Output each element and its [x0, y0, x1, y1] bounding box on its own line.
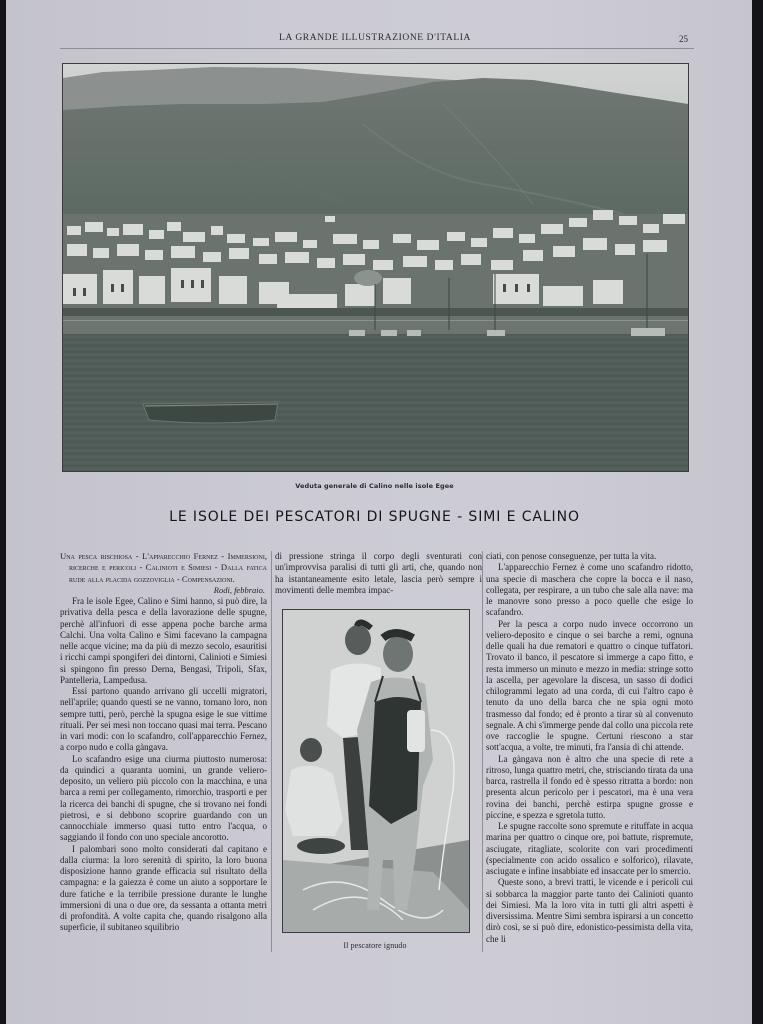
paragraph: Essi partono quando arrivano gli uccelli migratori, nell'aprile; quando questi se ne vanno, tornano loro, non sempre tutti, però, perchè la spugna esige le sue vittime rituali. Per sei mesi non toccano quasi mai terra. Pescano in vari modi: con lo scafandro, coll'apparecchio Fernez, a corpo nudo e colla gàngava. [60, 686, 267, 753]
article-column-3 [486, 551, 693, 945]
paragraph: Fra le isole Egee, Calino e Simi hanno, si può dire, la privativa della pesca e della lavorazione delle spugne, perchè all'infuori di esse appena poche barche arma Calchi. Una volta Calino e Simi facevano la campagna nelle acque vicine; ma da più di mezzo secolo, esauritisi i ricchi campi spongiferi dei dintorni, Calinioti e Simiesi si spingono fin presso Derna, Bengasi, Tripoli, Sfax, Pantelleria, Lampedusa. [60, 596, 267, 685]
paragraph: ciati, con penose conseguenze, per tutta la vita. [486, 551, 657, 561]
paragraph: L'apparecchio Fernez è come uno scafandro ridotto, una specie di maschera che copre la bocca e il naso, collegata, per respirare, a un tubo che sale alla nave: ma le manovre sono presso a poco quelle che esige lo scafandro. [486, 562, 693, 618]
paragraph: Le spugne raccolte sono spremute e rituffate in acqua marina per quattro o cinque ore, poi battute, rispremute, asciugate, ritagliate, scolorite con vari procedimenti (specialmente con acido ossalico e solforico), rilavate, asciugate e infine insabbiate ed insaccate per lo smercio. [486, 821, 693, 876]
magazine-page [6, 0, 752, 1024]
diver-photo-caption: Il pescatore ignudo [343, 941, 407, 950]
running-header [60, 33, 690, 47]
column-divider [271, 551, 272, 952]
article-summary: Una pesca rischiosa - L'apparecchio Fernez - Immersioni, ricerche e pericoli - Calinioti e Simiesi - Dalla fatica rude alla placida gozzoviglia - Compensazioni. [60, 551, 267, 584]
diver-illustration [283, 610, 469, 932]
calino-harbour-photo [62, 63, 689, 472]
paragraph: La gàngava non è altro che una specie di rete a ritroso, lunga quattro metri, che, strisciando tirata da una barca, rastrella il fondo ed è spesso ritratta a bordo: non presenta alcun pericolo per i pescatori, ma è una vera rovina dei banchi, perchè estirpa spugne grosse e piccine, e spezza e sgretola tutto. [486, 753, 693, 820]
column-divider [482, 551, 483, 952]
boats [63, 64, 688, 471]
page-number: 25 [679, 34, 688, 44]
main-photo-caption: Veduta generale di Calino nelle isole Egee [295, 482, 454, 490]
paragraph: I palombari sono molto considerati dal capitano e dalla ciurma: la loro serenità di spirito, la loro buona disposizione hanno grande efficacia sul risultato della campagna: e la gaiezza è come un aiuto a sopportare le dure fatiche e la terribile pressione durante le lunghe immersioni di una o due ore, da sessanta a ottanta metri di profondità. A volte capita che, quando risalgono alla superficie, il subitaneo squilibrio [60, 843, 267, 933]
paragraph: Queste sono, a brevi tratti, le vicende e i pericoli cui si sobbarca la maggior parte tanto dei Calinioti quanto dei Simiesi. Ma la loro vita in tutti gli altri aspetti è diversissima. Mentre Simi sembra ispirarsi a un concetto dirò così, se si può dire, edonistico-pessimista della vita, che li [486, 877, 693, 944]
header-rule [60, 48, 694, 49]
paragraph: Lo scafandro esige una ciurma piuttosto numerosa: da quindici a quaranta uomini, un grande veliero-deposito, un veliero più piccolo con la macchina, e una barca a remi per collegamento, rimorchio, trasporti e per la ricerca dei banchi di spugne, che si trovano nei fondi pietrosi, e si debbono scoprire guardando con un cannocchiale immerso quasi tutto entro l'acqua, o saggiando il fondo con uno speciale ancorotto. [60, 753, 267, 843]
dateline: Rodi, febbraio. [213, 584, 265, 595]
article-headline: LE ISOLE DEI PESCATORI DI SPUGNE - SIMI E CALINO [169, 509, 580, 525]
paragraph: Per la pesca a corpo nudo invece occorrono un veliero-deposito e cinque o sei barche a remi, ognuna delle quali ha due rematori e quattro o cinque tuffatori. Trovato il banco, il pescatore si immerge a capo fitto, e resta immerso un minuto e mezzo in media: stringe sotto la ascella, per agevolare la discesa, un sasso di dodici chilogrammi legato ad una corda, di cui l'altro capo è tenuto da uno della barca che ne spia ogni moto trasmesso dal fondo; ed è pronto a tirar sù al convenuto segnale. A chi s'immerge pende dal collo una piccola rete ove raccoglie le spugne. Certuni riescono a star sott'acqua, a volte, tre minuti, fra l'ansia di chi attende. [486, 618, 693, 753]
article-column-1 [60, 551, 267, 934]
paragraph: di pressione stringa il corpo degli sventurati con un'improvvisa paralisi di tutti gli arti, che, quando non ha istantaneamente esito letale, lascia però sempre i movimenti delle membra impac- [275, 551, 482, 595]
article-column-2 [275, 551, 482, 596]
sponge-diver-photo [282, 609, 470, 933]
magazine-title: LA GRANDE ILLUSTRAZIONE D'ITALIA [279, 33, 471, 43]
